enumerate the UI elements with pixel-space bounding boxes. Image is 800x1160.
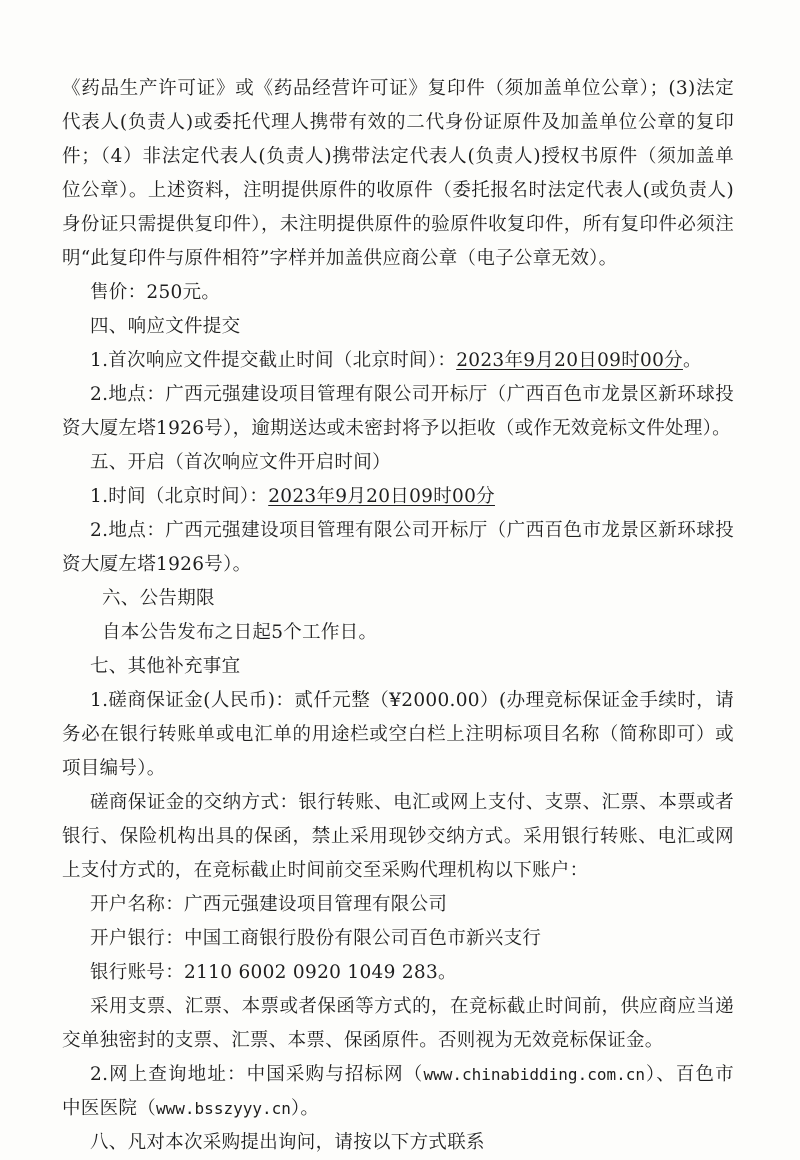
section5-item1 <box>62 480 734 514</box>
section4-item1-suffix: 。 <box>682 350 702 371</box>
section6-text: 自本公告发布之日起5个工作日。 <box>102 622 378 643</box>
section7-heading: 七、其他补充事宜 <box>90 656 241 677</box>
section7-other-methods: 采用支票、汇票、本票或者保函等方式的，在竞标截止时间前，供应商应当递交单独密封的支票、汇票、本票、保函原件。否则视为无效竞标保证金。 <box>62 996 734 1051</box>
section7-account-name: 开户名称：广西元强建设项目管理有限公司 <box>90 894 448 915</box>
section8-heading: 八、凡对本次采购提出询问，请按以下方式联系 <box>90 1132 485 1153</box>
section5-item1-prefix: 1.时间（北京时间）： <box>90 486 269 507</box>
section4-item2: 2.地点：广西元强建设项目管理有限公司开标厅（广西百色市龙景区新环球投资大厦左塔1926号），逾期送达或未密封将予以拒收（或作无效竞标文件处理）。 <box>62 384 734 439</box>
section5-heading: 五、开启（首次响应文件开启时间） <box>90 452 391 473</box>
section4-item1-prefix: 1.首次响应文件提交截止时间（北京时间）： <box>90 350 457 371</box>
section4-item1 <box>62 344 734 378</box>
section7-bank: 开户银行：中国工商银行股份有限公司百色市新兴支行 <box>90 928 542 949</box>
section7-item2-suffix: ）。 <box>290 1098 320 1119</box>
section7-item2-mid: ）、百色市中医医院（ <box>62 1064 734 1119</box>
para-documents-required: 《药品生产许可证》或《药品经营许可证》复印件（须加盖单位公章）；(3)法定代表人(负责人)或委托代理人携带有效的二代身份证原件及加盖单位公章的复印件；（4）非法定代表人(负责人)携带法定代表人(负责人)授权书原件（须加盖单位公章）。上述资料，注明提供原件的收原件（委托报名时法定代表人(或负责人)身份证只需提供复印件），未注明提供原件的验原件收复印件，所有复印件必须注明“此复印件与原件相符”字样并加盖供应商公章（电子公章无效）。 <box>62 78 734 269</box>
section7-account-no: 银行账号：2110 6002 0920 1049 283。 <box>90 962 457 983</box>
section7-item1: 1.磋商保证金(人民币)：贰仟元整（¥2000.00）(办理竞标保证金手续时，请务必在银行转账单或电汇单的用途栏或空白栏上注明标项目名称（简称即可）或项目编号）。 <box>62 690 734 779</box>
section6-heading: 六、公告期限 <box>102 588 215 609</box>
section4-heading: 四、响应文件提交 <box>90 316 241 337</box>
url-bsszyyy: www.bsszyyy.cn <box>156 1099 291 1118</box>
section5-item2: 2.地点：广西元强建设项目管理有限公司开标厅（广西百色市龙景区新环球投资大厦左塔1926号）。 <box>62 520 734 575</box>
section7-item2 <box>62 1058 734 1126</box>
section7-deposit-methods: 磋商保证金的交纳方式：银行转账、电汇或网上支付、支票、汇票、本票或者银行、保险机构出具的保函，禁止采用现钞交纳方式。采用银行转账、电汇或网上支付方式的，在竞标截止时间前交至采购代理机构以下账户： <box>62 792 734 881</box>
section7-item2-prefix: 2.网上查询地址：中国采购与招标网（ <box>90 1064 424 1085</box>
section4-deadline: 2023年9月20日09时00分 <box>456 350 683 371</box>
url-chinabidding: www.chinabidding.com.cn <box>423 1065 645 1084</box>
price-line: 售价：250元。 <box>90 282 221 303</box>
section5-open-time: 2023年9月20日09时00分 <box>268 486 495 507</box>
